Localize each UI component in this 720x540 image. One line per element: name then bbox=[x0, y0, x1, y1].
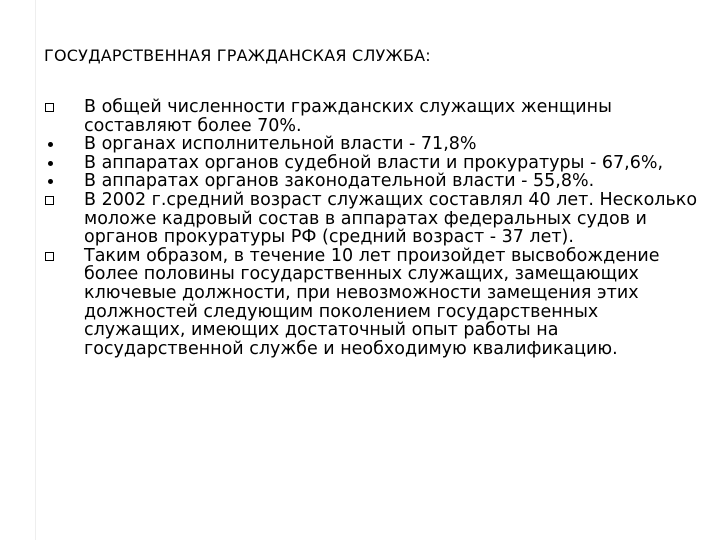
bullet-item bbox=[44, 135, 704, 154]
slide-edge-line bbox=[35, 0, 36, 540]
bullet-text: В аппаратах органов судебной власти и прокуратуры - 67,6%, bbox=[84, 152, 664, 173]
dot-bullet-icon bbox=[44, 135, 84, 147]
bullet-text: В органах исполнительной власти - 71,8% bbox=[84, 134, 477, 155]
dot-bullet-icon bbox=[44, 172, 84, 184]
square-bullet-icon bbox=[44, 247, 84, 261]
bullet-item bbox=[44, 154, 704, 173]
bullet-text: В аппаратах органов законодательной власти - 55,8%. bbox=[84, 171, 595, 192]
dot-bullet-icon bbox=[44, 154, 84, 166]
bullet-text: В 2002 г.средний возраст служащих составлял 40 лет. Несколько моложе кадровый состав в аппаратах федеральных судов и органов прокуратуры РФ (средний возраст - 37 лет). bbox=[84, 189, 698, 248]
square-bullet-icon bbox=[44, 191, 84, 205]
bullet-item bbox=[44, 191, 704, 247]
slide-title: ГОСУДАРСТВЕННАЯ ГРАЖДАНСКАЯ СЛУЖБА: bbox=[44, 46, 431, 65]
bullet-item bbox=[44, 98, 704, 135]
bullet-text: Таким образом, в течение 10 лет произойдет высвобождение более половины государственных служащих, замещающих ключевые должности, при невозможности замещения этих должностей следующим поколением государственных служащих, имеющих достаточный опыт работы на государственной службе и необходимую квалификацию. bbox=[84, 245, 660, 359]
square-bullet-icon bbox=[44, 98, 84, 112]
bullet-text: В общей численности гражданских служащих женщины составляют более 70%. bbox=[84, 97, 612, 136]
bullet-list bbox=[44, 98, 704, 358]
bullet-item bbox=[44, 172, 704, 191]
bullet-item bbox=[44, 247, 704, 359]
